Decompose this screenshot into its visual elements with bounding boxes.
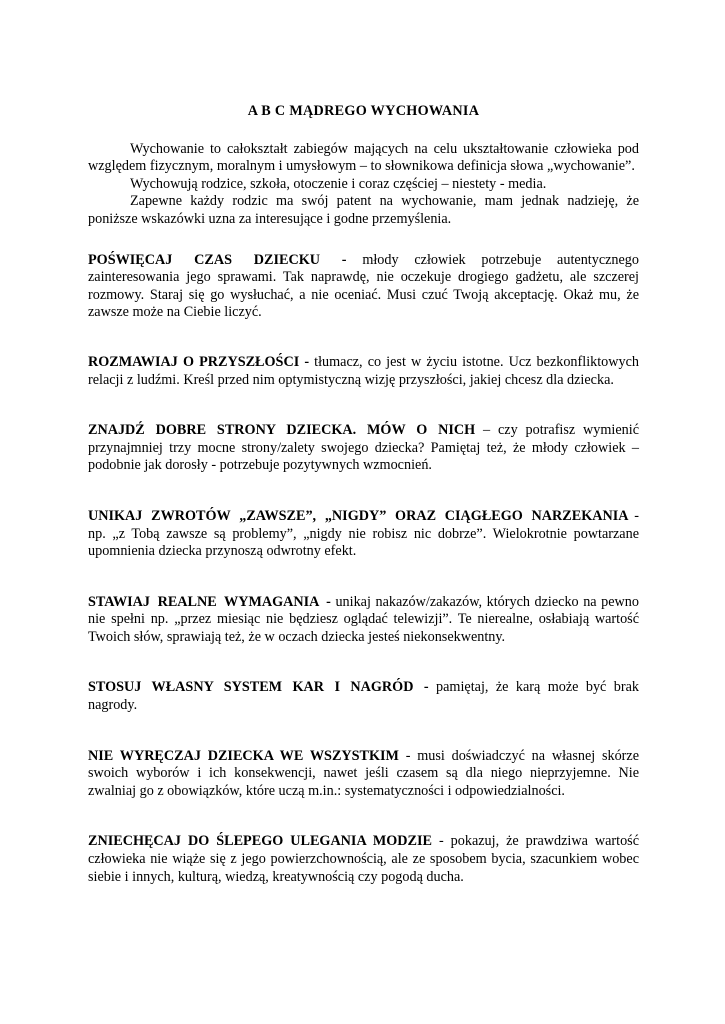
document-title: A B C MĄDREGO WYCHOWANIA bbox=[247, 103, 480, 119]
tip-heading: POŚWIĘCAJ CZAS DZIECKU - bbox=[88, 251, 347, 268]
intro bbox=[88, 141, 639, 229]
tip-text: tłumacz, co jest w życiu istotne. Ucz bezkonfliktowych relacji z ludźmi. Kreśl przed nim optymistyczną wizję przyszłości, jakiej chcesz dla dziecka. bbox=[88, 353, 639, 388]
tip-heading: STAWIAJ REALNE WYMAGANIA - bbox=[88, 593, 331, 610]
tip-text: pamiętaj, że karą może być brak nagrody. bbox=[88, 679, 639, 714]
tip-heading: STOSUJ WŁASNY SYSTEM KAR I NAGRÓD - bbox=[88, 679, 429, 696]
tip-text: – czy potrafisz wymienić przynajmniej trzy mocne strony/zalety swojego dziecka? Pamiętaj też, że młody człowiek – podobnie jak dorosły - potrzebuje pozytywnych wzmocnień. bbox=[88, 422, 639, 474]
tip-text: - pokazuj, że prawdziwa wartość człowieka nie wiąże się z jego powierzchownością, ale ze sposobem bycia, szacunkiem wobec siebie i innych, kulturą, wiedzą, kreatywnością czy pogodą ducha. bbox=[88, 833, 640, 885]
tip-section bbox=[88, 508, 639, 561]
tip-heading: ZNIECHĘCAJ DO ŚLEPEGO ULEGANIA MODZIE bbox=[88, 833, 433, 850]
intro-paragraph: Zapewne każdy rodzic ma swój patent na wychowanie, mam jednak nadzieję, że poniższe wskazówki uzna za interesujące i godne przemyślenia. bbox=[88, 193, 639, 227]
tip-text: unikaj nakazów/zakazów, których dziecko na pewno nie spełni np. „przez miesiąc nie będziesz oglądać telewizji”. Te nierealne, osłabiają wartość Twoich słów, sprawiają też, że w oczach dziecka jesteś niekonsekwentny. bbox=[88, 593, 639, 645]
tip-heading: UNIKAJ ZWROTÓW „ZAWSZE”, „NIGDY” ORAZ CIĄGŁEGO NARZEKANIA bbox=[88, 507, 629, 524]
document-page bbox=[88, 103, 639, 886]
tip-text: młody człowiek potrzebuje autentycznego zainteresowania jego sprawami. Tak naprawdę, nie oczekuje drogiego gadżetu, ale szczerej rozmowy. Staraj się go wysłuchać, a nie oceniać. Musi czuć Twoją akceptację. Okaż mu, że zawsze może na Ciebie liczyć. bbox=[88, 251, 639, 321]
intro-paragraph: Wychowują rodzice, szkoła, otoczenie i coraz częściej – niestety - media. bbox=[130, 175, 547, 192]
tip-section bbox=[88, 748, 639, 801]
tip-section bbox=[88, 679, 639, 714]
intro-paragraph: Wychowanie to całokształt zabiegów mających na celu ukształtowanie człowieka pod względem fizycznym, moralnym i umysłowym – to słownikowa definicja słowa „wychowanie”. bbox=[88, 140, 639, 175]
tip-heading: NIE WYRĘCZAJ DZIECKA WE WSZYSTKIM bbox=[88, 747, 399, 764]
tip-section bbox=[88, 252, 639, 322]
tip-heading: ZNAJDŹ DOBRE STRONY DZIECKA. MÓW O NICH bbox=[88, 422, 476, 439]
tip-text: - np. „z Tobą zawsze są problemy”, „nigdy nie robisz nic dobrze”. Wielokrotnie powtarzane upomnienia dziecka przynoszą odwrotny efekt. bbox=[88, 507, 639, 560]
tip-section bbox=[88, 833, 639, 886]
tip-heading: ROZMAWIAJ O PRZYSZŁOŚCI - bbox=[88, 353, 310, 370]
tip-text: - musi doświadczyć na własnej skórze swoich wyborów i ich konsekwencji, nawet jeśli czasem są dla niego nieprzyjemne. Nie zwalniaj go z obowiązków, które uczą m.in.: systematyczności i odpowiedzialności. bbox=[88, 747, 639, 799]
tip-section bbox=[88, 354, 639, 389]
tip-section bbox=[88, 594, 639, 647]
tip-section bbox=[88, 422, 639, 475]
